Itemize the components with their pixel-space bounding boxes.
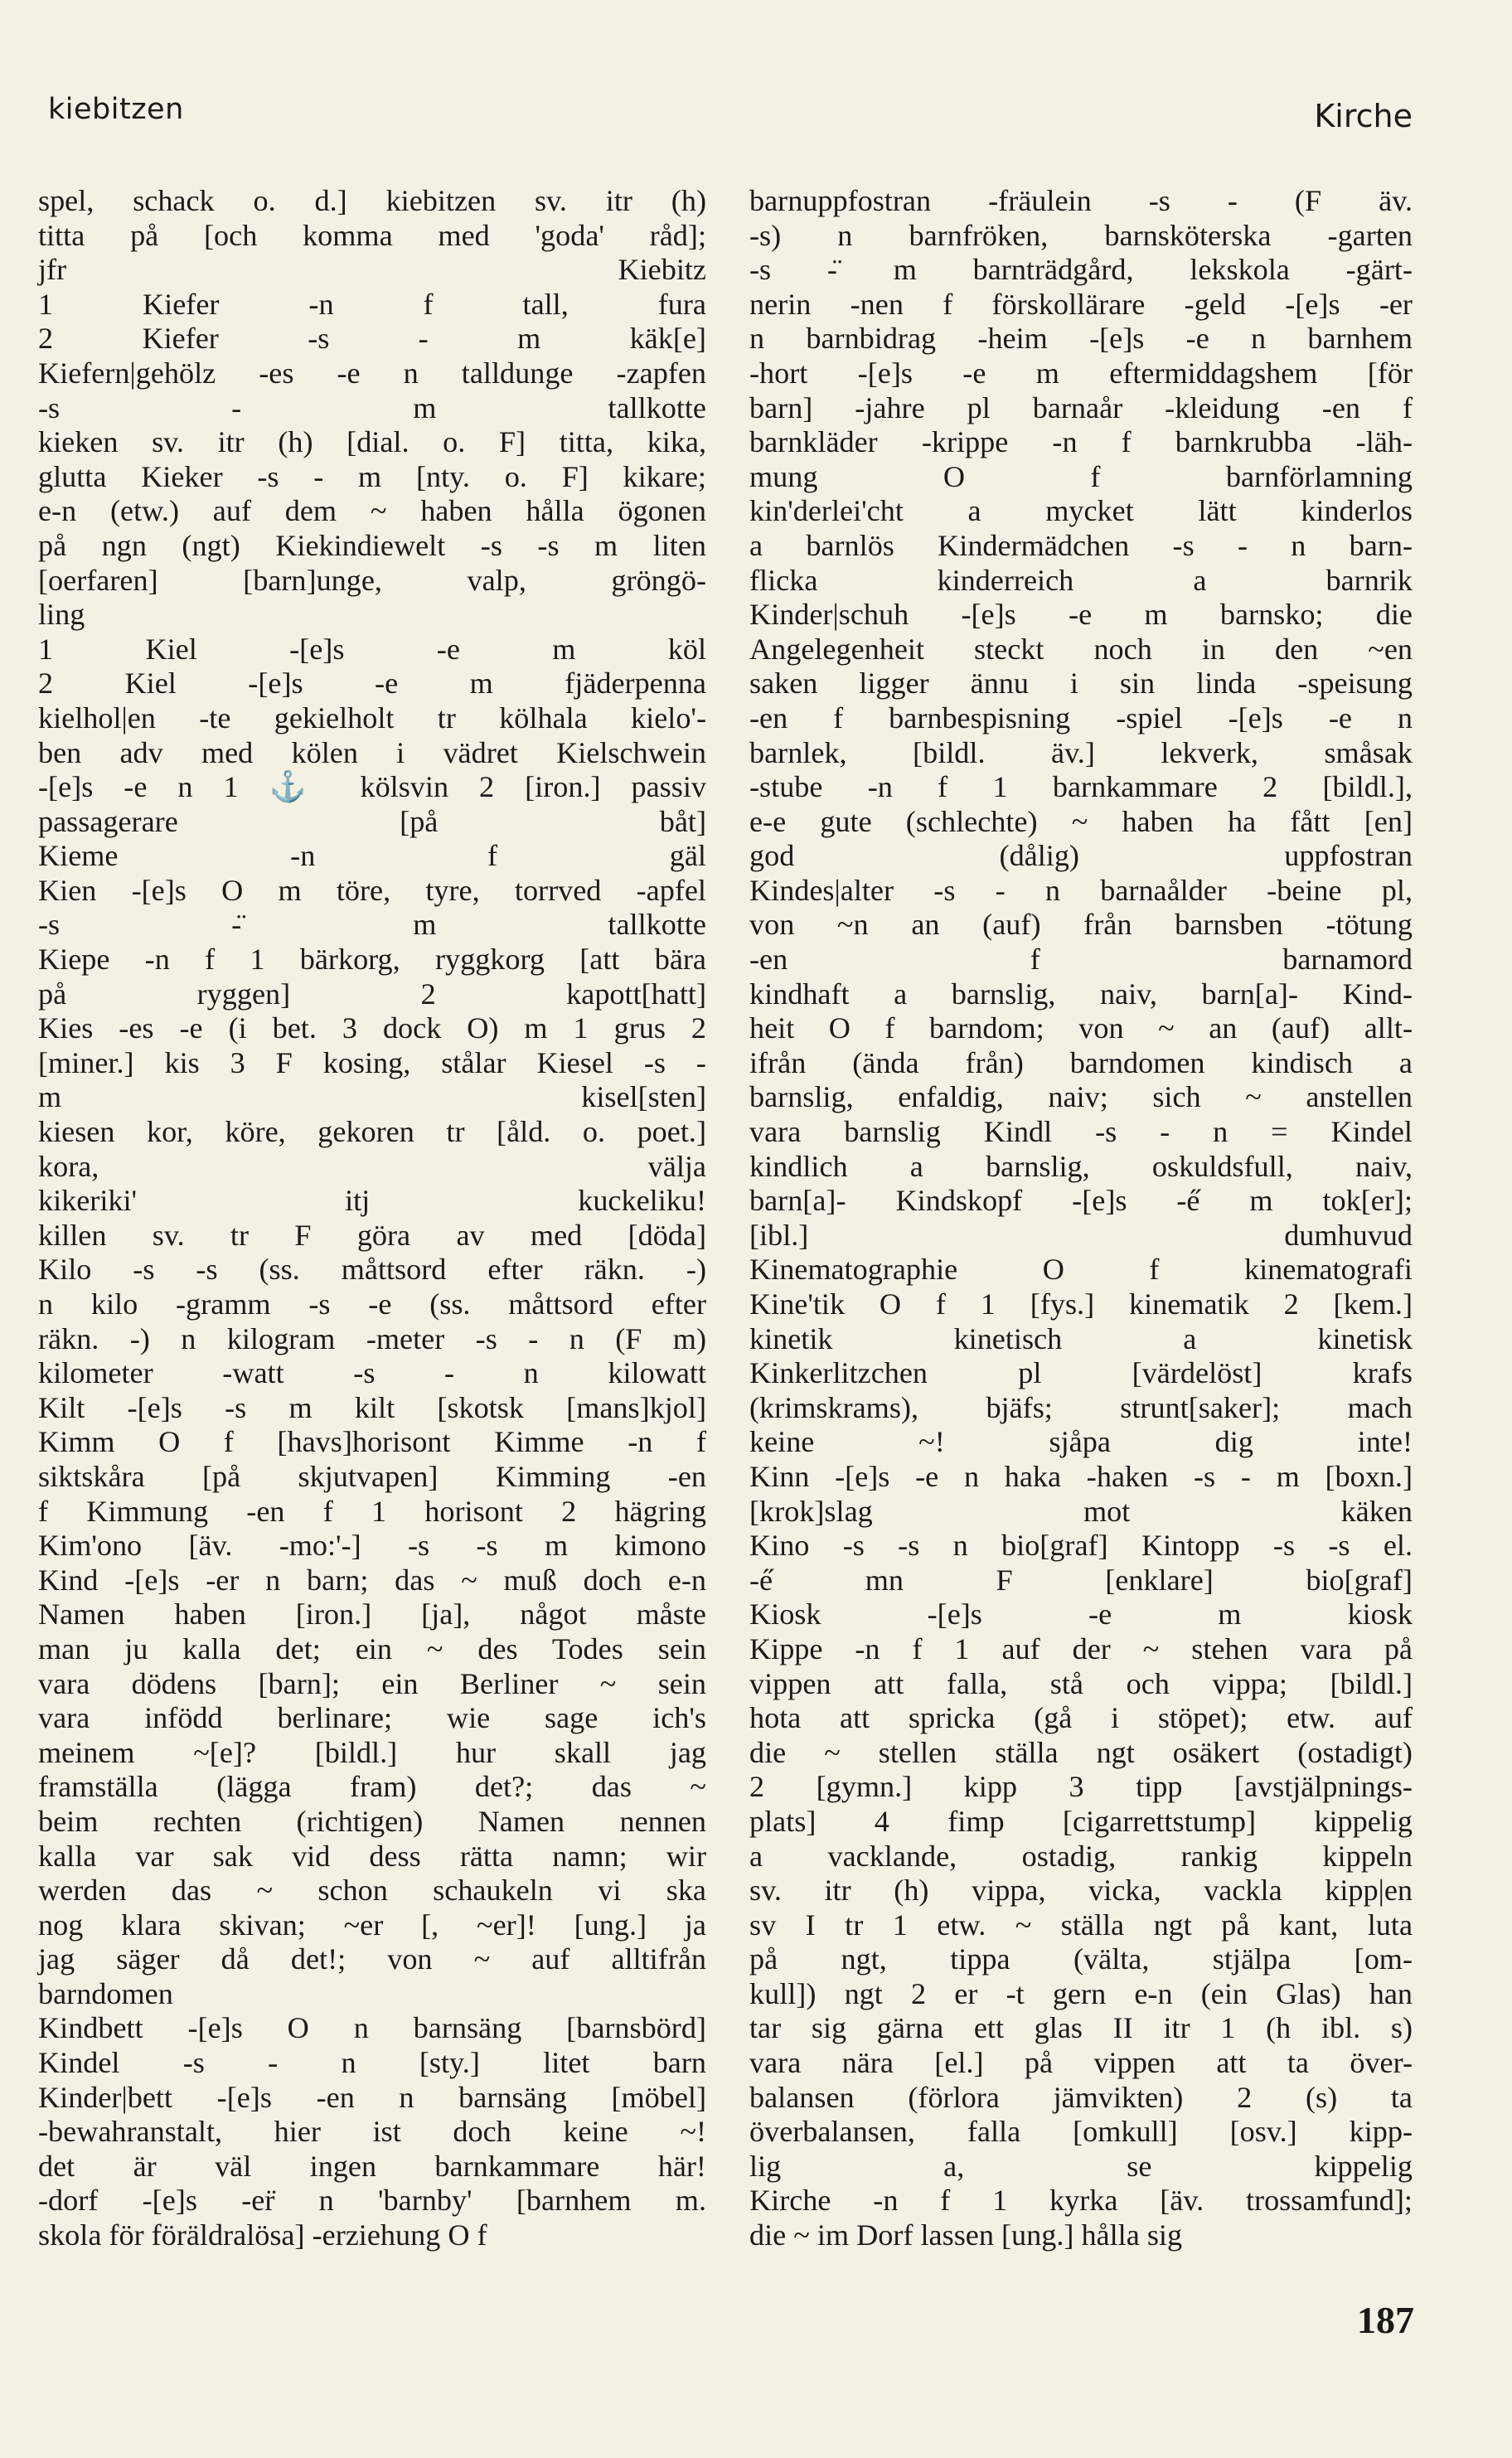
right-column-line: kindhaft a barnslig, naiv, barn[a]- Kind- (749, 977, 1413, 1011)
right-column-line: barn] -jahre pl barnaår -kleidung -en f (749, 390, 1413, 424)
right-column-line: die ~ stellen ställa ngt osäkert (ostadigt) (749, 1735, 1413, 1769)
left-column-line: jfr Kiebitz (38, 253, 706, 287)
left-column-line: Kimm O f [havs]horisont Kimme -n f (38, 1425, 706, 1459)
right-column-line: [krok]slag mot käken (749, 1494, 1413, 1528)
left-column-line: Kindbett -[e]s O n barnsäng [barnsbörd] (38, 2011, 706, 2045)
right-column-line: överbalansen, falla [omkull] [osv.] kipp- (749, 2115, 1413, 2149)
right-column-line: god (dålig) uppfostran (749, 839, 1413, 873)
left-column-line: -[e]s -e n 1 ⚓ kölsvin 2 [iron.] passiv (38, 770, 706, 804)
left-column-line: räkn. -) n kilogram -meter -s - n (F m) (38, 1321, 706, 1355)
right-column-line: Kine'tik O f 1 [fys.] kinematik 2 [kem.] (749, 1287, 1413, 1321)
right-column-line: -hort -[e]s -e m eftermiddagshem [för (749, 356, 1413, 390)
left-column-line: 1 Kiel -[e]s -e m köl (38, 632, 706, 666)
left-column-line: kiesen kor, köre, gekoren tr [åld. o. poet.] (38, 1115, 706, 1149)
running-head-first-entry: kiebitzen (48, 93, 184, 126)
left-column-line: vara dödens [barn]; ein Berliner ~ sein (38, 1666, 706, 1700)
page-number: 187 (1357, 2299, 1414, 2341)
right-column-line: hota att spricka (gå i stöpet); etw. auf (749, 1701, 1413, 1735)
right-column-line: kinetik kinetisch a kinetisk (749, 1321, 1413, 1355)
left-column-line: -dorf -[e]s -er̈ n 'barnby' [barnhem m. (38, 2184, 706, 2218)
running-head-last-entry: Kirche (1314, 98, 1413, 134)
right-column-line: saken ligger ännu i sin linda -speisung (749, 667, 1413, 701)
left-column-line: glutta Kieker -s - m [nty. o. F] kikare; (38, 459, 706, 493)
left-column-line: [miner.] kis 3 F kosing, stålar Kiesel -s - (38, 1045, 706, 1079)
right-column-line: e-e gute (schlechte) ~ haben ha fått [en] (749, 804, 1413, 838)
left-column-line: n kilo -gramm -s -e (ss. måttsord efter (38, 1287, 706, 1321)
left-column-line: spel, schack o. d.] kiebitzen sv. itr (h) (38, 184, 706, 217)
left-column-line: Namen haben [iron.] [ja], något måste (38, 1597, 706, 1631)
right-column-line: Kirche -n f 1 kyrka [äv. trossamfund]; (749, 2184, 1413, 2218)
right-column-line: -s -̈ m barnträdgård, lekskola -gärt- (749, 253, 1413, 287)
left-column-line: det är väl ingen barnkammare här! (38, 2149, 706, 2183)
left-column-line: Kiepe -n f 1 bärkorg, ryggkorg [att bära (38, 943, 706, 977)
left-column-line: beim rechten (richtigen) Namen nennen (38, 1804, 706, 1838)
right-column-line: Kinder|schuh -[e]s -e m barnsko; die (749, 598, 1413, 632)
left-column-line: titta på [och komma med 'goda' råd]; (38, 218, 706, 252)
left-column-line: framställa (lägga fram) det?; das ~ (38, 1770, 706, 1804)
right-column-line: kin'derlei'cht a mycket lätt kinderlos (749, 494, 1413, 528)
left-column-line: Kilo -s -s (ss. måttsord efter räkn. -) (38, 1253, 706, 1287)
left-column-line: siktskåra [på skjutvapen] Kimming -en (38, 1459, 706, 1493)
right-column-line: barnuppfostran -fräulein -s - (F äv. (749, 184, 1413, 217)
left-column-line: [oerfaren] [barn]unge, valp, gröngö- (38, 563, 706, 597)
right-column-line: Kippe -n f 1 auf der ~ stehen vara på (749, 1631, 1413, 1665)
left-column-line: m kisel[sten] (38, 1080, 706, 1114)
left-column-line: -bewahranstalt, hier ist doch keine ~! (38, 2115, 706, 2149)
right-column-line: die ~ im Dorf lassen [ung.] hålla sig (749, 2218, 1183, 2252)
right-column-line: 2 [gymn.] kipp 3 tipp [avstjälpnings- (749, 1770, 1413, 1804)
left-column-line: skola för föräldralösa] -erziehung O f (38, 2218, 487, 2252)
left-column-line: Kinder|bett -[e]s -en n barnsäng [möbel] (38, 2080, 706, 2114)
left-column-line: 1 Kiefer -n f tall, fura (38, 287, 706, 321)
left-column-line: Kieme -n f gäl (38, 839, 706, 873)
left-column-line: 2 Kiefer -s - m käk[e] (38, 322, 706, 356)
right-column-line: sv. itr (h) vippa, vicka, vackla kipp|en (749, 1874, 1413, 1908)
left-column-line: Kim'ono [äv. -mo:'-] -s -s m kimono (38, 1529, 706, 1563)
right-column-line: (krimskrams), bjäfs; strunt[saker]; mach (749, 1390, 1413, 1424)
left-column-line: killen sv. tr F göra av med [döda] (38, 1218, 706, 1252)
left-column-line: kielhol|en -te gekielholt tr kölhala kielo'- (38, 701, 706, 734)
right-column-line: lig a, se kippelig (749, 2149, 1413, 2183)
right-column-line: plats] 4 fimp [cigarrettstump] kippelig (749, 1804, 1413, 1838)
left-column-line: ben adv med kölen i vädret Kielschwein (38, 735, 706, 769)
left-column-line: Kindel -s - n [sty.] litet barn (38, 2046, 706, 2080)
left-column-line: Kind -[e]s -er n barn; das ~ muß doch e-n (38, 1563, 706, 1597)
right-column-line: n barnbidrag -heim -[e]s -e n barnhem (749, 322, 1413, 356)
right-column-line: Kinn -[e]s -e n haka -haken -s - m [boxn.] (749, 1459, 1413, 1493)
left-column (38, 184, 706, 2253)
right-column-line: Kinkerlitzchen pl [värdelöst] krafs (749, 1356, 1413, 1390)
right-column-line: mung O f barnförlamning (749, 459, 1413, 493)
right-column-line: barnslig, enfaldig, naiv; sich ~ anstellen (749, 1080, 1413, 1114)
left-column-line: man ju kalla det; ein ~ des Todes sein (38, 1631, 706, 1665)
left-column-line: kieken sv. itr (h) [dial. o. F] titta, kika, (38, 425, 706, 459)
left-column-line: kalla var sak vid dess rätta namn; wir (38, 1839, 706, 1873)
left-column-line: kilometer -watt -s - n kilowatt (38, 1356, 706, 1390)
right-column-line: barn[a]- Kindskopf -[e]s -e̋ m tok[er]; (749, 1184, 1413, 1218)
right-column-line: på ngt, tippa (välta, stjälpa [om- (749, 1942, 1413, 1976)
left-column-line: werden das ~ schon schaukeln vi ska (38, 1874, 706, 1908)
left-column-line: -s - m tallkotte (38, 390, 706, 424)
left-column-line: -s -̈ m tallkotte (38, 908, 706, 942)
right-column-line: Kiosk -[e]s -e m kiosk (749, 1597, 1413, 1631)
right-column-line: Kino -s -s n bio[graf] Kintopp -s -s el. (749, 1529, 1413, 1563)
right-column-line: Kindes|alter -s - n barnaålder -beine pl, (749, 873, 1413, 907)
left-column-line: Kien -[e]s O m töre, tyre, torrved -apfel (38, 873, 706, 907)
left-column-line: på ngn (ngt) Kiekindiewelt -s -s m liten (38, 528, 706, 562)
right-column-line: -e̋ mn F [enklare] bio[graf] (749, 1563, 1413, 1597)
left-column-line: passagerare [på båt] (38, 804, 706, 838)
right-column-line: a vacklande, ostadig, rankig kippeln (749, 1839, 1413, 1873)
right-column (749, 184, 1413, 2253)
right-column-line: von ~n an (auf) från barnsben -tötung (749, 908, 1413, 942)
left-column-line: kora, välja (38, 1149, 706, 1183)
right-column-line: nerin -nen f förskollärare -geld -[e]s -er (749, 287, 1413, 321)
right-column-line: heit O f barndom; von ~ an (auf) allt- (749, 1011, 1413, 1045)
right-column-line: kindlich a barnslig, oskuldsfull, naiv, (749, 1149, 1413, 1183)
right-column-line: sv I tr 1 etw. ~ ställa ngt på kant, luta (749, 1908, 1413, 1942)
right-column-line: -en f barnamord (749, 943, 1413, 977)
right-column-line: a barnlös Kindermädchen -s - n barn- (749, 528, 1413, 562)
right-column-line: vara barnslig Kindl -s - n = Kindel (749, 1115, 1413, 1149)
right-column-line: [ibl.] dumhuvud (749, 1218, 1413, 1252)
right-column-line: vippen att falla, stå och vippa; [bildl.] (749, 1666, 1413, 1700)
right-column-line: barnlek, [bildl. äv.] lekverk, småsak (749, 735, 1413, 769)
left-column-line: ling (38, 598, 85, 632)
right-column-line: -stube -n f 1 barnkammare 2 [bildl.], (749, 770, 1413, 804)
left-column-line: f Kimmung -en f 1 horisont 2 hägring (38, 1494, 706, 1528)
left-column-line: meinem ~[e]? [bildl.] hur skall jag (38, 1735, 706, 1769)
left-column-line: kikeriki' itj kuckeliku! (38, 1184, 706, 1218)
left-column-line: Kies -es -e (i bet. 3 dock O) m 1 grus 2 (38, 1011, 706, 1045)
right-column-line: barnkläder -krippe -n f barnkrubba -läh- (749, 425, 1413, 459)
right-column-line: Kinematographie O f kinematografi (749, 1253, 1413, 1287)
right-column-line: -s) n barnfröken, barnsköterska -garten (749, 218, 1413, 252)
left-column-line: nog klara skivan; ~er [, ~er]! [ung.] ja (38, 1908, 706, 1942)
right-column-line: kull]) ngt 2 er -t gern e-n (ein Glas) han (749, 1976, 1413, 2010)
left-column-line: barndomen (38, 1976, 173, 2010)
right-column-line: balansen (förlora jämvikten) 2 (s) ta (749, 2080, 1413, 2114)
left-column-line: vara infödd berlinare; wie sage ich's (38, 1701, 706, 1735)
right-column-line: vara nära [el.] på vippen att ta över- (749, 2046, 1413, 2080)
left-column-line: e-n (etw.) auf dem ~ haben hålla ögonen (38, 494, 706, 528)
right-column-line: -en f barnbespisning -spiel -[e]s -e n (749, 701, 1413, 734)
left-column-line: jag säger då det!; von ~ auf alltifrån (38, 1942, 706, 1976)
right-column-line: Angelegenheit steckt noch in den ~en (749, 632, 1413, 666)
left-column-line: Kiefern|gehölz -es -e n talldunge -zapfen (38, 356, 706, 390)
right-column-line: flicka kinderreich a barnrik (749, 563, 1413, 597)
left-column-line: på ryggen] 2 kapott[hatt] (38, 977, 706, 1011)
right-column-line: ifrån (ända från) barndomen kindisch a (749, 1045, 1413, 1079)
left-column-line: 2 Kiel -[e]s -e m fjäderpenna (38, 667, 706, 701)
right-column-line: keine ~! sjåpa dig inte! (749, 1425, 1413, 1459)
left-column-line: Kilt -[e]s -s m kilt [skotsk [mans]kjol] (38, 1390, 706, 1424)
right-column-line: tar sig gärna ett glas II itr 1 (h ibl. s) (749, 2011, 1413, 2045)
